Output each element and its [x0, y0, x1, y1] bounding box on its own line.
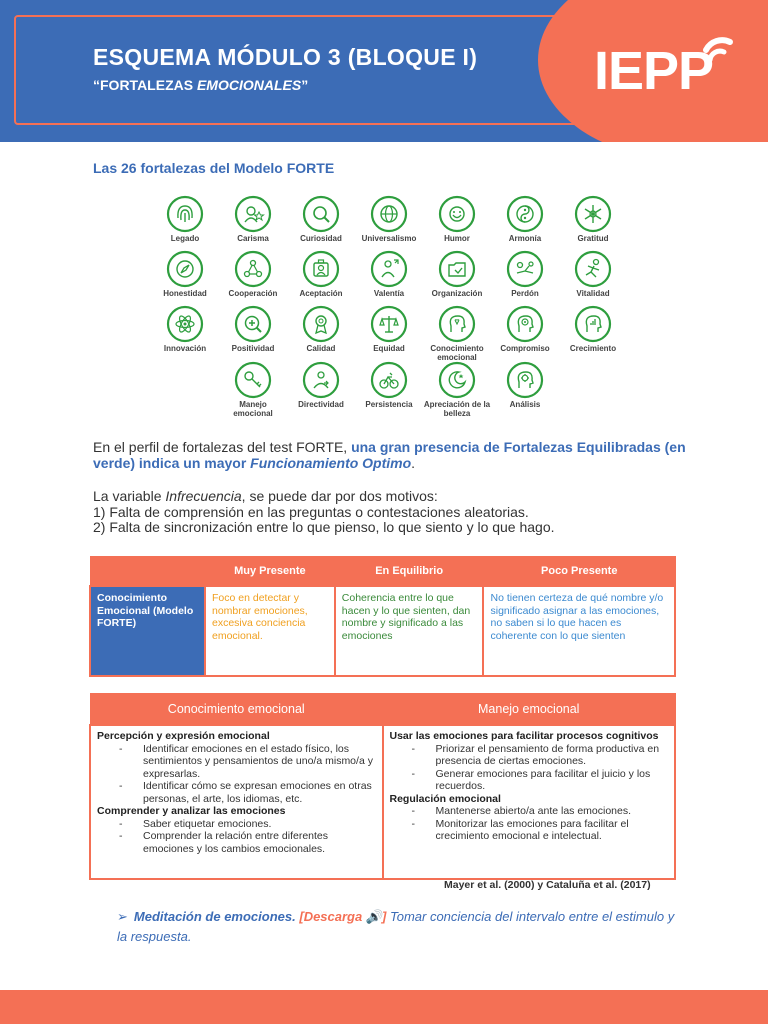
strength-label: Persistencia	[365, 400, 413, 409]
strength-label: Equidad	[373, 344, 405, 353]
strength-item	[559, 195, 627, 243]
plus-magnifier-icon	[234, 305, 272, 343]
presence-table	[89, 556, 676, 677]
list-item: - Identificar cómo se expresan emociones en otras personas, el arte, los idiomas, etc.	[97, 780, 376, 805]
strength-label: Organización	[431, 289, 483, 298]
footer-bar	[0, 990, 768, 1024]
head-gear-icon	[506, 361, 544, 399]
leader-icon	[302, 361, 340, 399]
strength-label: Valentía	[373, 289, 405, 298]
strength-label: Calidad	[306, 344, 336, 353]
meditation-title: Meditación de emociones.	[133, 909, 296, 924]
strength-item	[219, 195, 287, 243]
section-title: Las 26 fortalezas del Modelo FORTE	[93, 160, 335, 176]
arrow-bullet-icon: ➢	[117, 909, 128, 924]
manejo-column	[383, 725, 676, 879]
strength-label: Gratitud	[577, 234, 609, 243]
strength-label: Directividad	[298, 400, 344, 409]
strengths-grid	[150, 195, 640, 425]
scales-icon	[370, 305, 408, 343]
strength-item	[491, 250, 559, 298]
snowflake-icon	[574, 195, 612, 233]
list-item: - Priorizar el pensamiento de forma productiva en presencia de ciertas emociones.	[390, 743, 669, 768]
strength-label: Curiosidad	[300, 234, 342, 243]
network-icon	[234, 250, 272, 288]
strength-item	[559, 305, 627, 353]
subheading: Percepción y expresión emocional	[97, 730, 270, 742]
download-audio-link[interactable]: [Descarga 🔊]	[299, 909, 387, 924]
emotional-skills-table	[89, 693, 676, 880]
strength-item	[423, 250, 491, 298]
key-icon	[234, 361, 272, 399]
strength-item	[355, 250, 423, 298]
compass-icon	[166, 250, 204, 288]
header-manejo: Manejo emocional	[383, 694, 676, 726]
cell-en-equilibrio: Coherencia entre lo que hacen y lo que sienten, dan nombre y significado a las emociones	[335, 586, 484, 676]
strength-label: Armonía	[508, 234, 542, 243]
subheading: Comprender y analizar las emociones	[97, 805, 286, 817]
forte-paragraph: En el perfil de fortalezas del test FORTE, una gran presencia de Fortalezas Equilibradas (en verde) indica un mayor Funcionamiento Optimo.	[93, 439, 686, 471]
strength-label: Perdón	[511, 289, 539, 298]
atom-icon	[166, 305, 204, 343]
list-item: - Identificar emociones en el estado físico, los sentimientos y pensamientos de uno/a mismo/a y expresarlas.	[97, 743, 376, 781]
strength-item	[355, 361, 423, 409]
strength-label: Compromiso	[500, 344, 550, 353]
header-en-equilibrio: En Equilibrio	[335, 557, 484, 587]
strength-item	[219, 250, 287, 298]
page-title: ESQUEMA MÓDULO 3 (BLOQUE I)	[93, 44, 478, 70]
strength-label: Aceptación	[299, 289, 343, 298]
strength-item	[355, 195, 423, 243]
forgive-icon	[506, 250, 544, 288]
subheading: Regulación emocional	[389, 792, 501, 805]
strength-label: Cooperación	[228, 289, 278, 298]
fingerprint-icon	[166, 195, 204, 233]
magnifier-icon	[302, 195, 340, 233]
cell-muy-presente: Foco en detectar y nombrar emociones, excesiva conciencia emocional.	[205, 586, 335, 676]
folder-icon	[438, 250, 476, 288]
globe-icon	[370, 195, 408, 233]
infrecuencia-paragraph: La variable Infrecuencia, se puede dar por dos motivos: 1) Falta de comprensión en las preguntas o contestaciones aleatorias. 2) Falta de sincronización entre lo que pienso, lo que siento y lo que hago.	[93, 489, 713, 536]
strength-item	[151, 250, 219, 298]
strength-item	[491, 361, 559, 409]
medal-icon	[302, 305, 340, 343]
conocimiento-column	[90, 725, 383, 879]
meditation-text: Tomar conciencia del intervalo entre el estimulo y la respuesta.	[117, 909, 675, 944]
header-banner	[0, 0, 768, 142]
iepp-logo: IEPP	[594, 41, 714, 101]
strength-item	[287, 195, 355, 243]
logo-signal-icon	[700, 32, 744, 72]
strength-item	[559, 250, 627, 298]
row-header: Conocimiento Emocional (Modelo FORTE)	[90, 586, 205, 676]
strength-label: Carisma	[237, 234, 269, 243]
list-item: - Saber etiquetar emociones.	[97, 818, 376, 831]
strength-item	[287, 361, 355, 409]
empty-header-cell	[90, 557, 205, 587]
cell-poco-presente: No tienen certeza de qué nombre y/o significado asignar a las emociones, no saben si lo que hacen es coherente con lo que sienten	[483, 586, 675, 676]
yin-yang-icon	[506, 195, 544, 233]
strength-label: Universalismo	[361, 234, 417, 243]
header-conocimiento: Conocimiento emocional	[90, 694, 383, 726]
head-growth-icon	[574, 305, 612, 343]
list-item: - Comprender la relación entre diferentes emociones y los cambios emocionales.	[97, 830, 376, 855]
strength-item	[219, 305, 287, 353]
head-target-icon	[506, 305, 544, 343]
strength-item	[423, 195, 491, 243]
strength-label: Análisis	[509, 400, 541, 409]
meditation-line	[117, 907, 677, 947]
page-subtitle: “FORTALEZAS EMOCIONALES”	[93, 77, 309, 93]
strength-item	[151, 305, 219, 353]
humor-icon	[438, 195, 476, 233]
strength-item	[287, 305, 355, 353]
charisma-icon	[234, 195, 272, 233]
list-item: - Monitorizar las emociones para facilitar el crecimiento emocional e intelectual.	[390, 818, 669, 843]
strength-item	[151, 195, 219, 243]
reference-citation: Mayer et al. (2000) y Cataluña et al. (2017)	[444, 879, 651, 891]
brave-person-icon	[370, 250, 408, 288]
strength-label: Positividad	[231, 344, 275, 353]
strength-item	[491, 305, 559, 353]
strength-label: Crecimiento	[569, 344, 617, 353]
strength-label: Vitalidad	[576, 289, 610, 298]
badge-icon	[302, 250, 340, 288]
head-heart-icon	[438, 305, 476, 343]
strength-item	[219, 361, 287, 418]
reason-1: 1) Falta de comprensión en las preguntas o contestaciones aleatorias.	[93, 503, 529, 520]
strength-item	[491, 195, 559, 243]
list-item: - Generar emociones para facilitar el juicio y los recuerdos.	[390, 768, 669, 793]
strength-item	[423, 361, 491, 418]
strength-label: Manejo emocional	[233, 400, 273, 418]
header-poco-presente: Poco Presente	[483, 557, 675, 587]
strength-item	[287, 250, 355, 298]
list-item: - Mantenerse abierto/a ante las emociones.	[390, 805, 669, 818]
strength-label: Legado	[170, 234, 200, 243]
subheading: Usar las emociones para facilitar procesos cognitivos	[389, 730, 659, 742]
strength-label: Apreciación de la belleza	[423, 400, 491, 418]
strength-label: Humor	[444, 234, 470, 243]
runner-icon	[574, 250, 612, 288]
strength-label: Conocimiento emocional	[430, 344, 484, 362]
strength-item	[423, 305, 491, 362]
cyclist-icon	[370, 361, 408, 399]
header-muy-presente: Muy Presente	[205, 557, 335, 587]
strength-item	[355, 305, 423, 353]
strength-label: Innovación	[163, 344, 207, 353]
reason-2: 2) Falta de sincronización entre lo que pienso, lo que siento y lo que hago.	[93, 519, 555, 535]
moon-stars-icon	[438, 361, 476, 399]
strength-label: Honestidad	[163, 289, 207, 298]
